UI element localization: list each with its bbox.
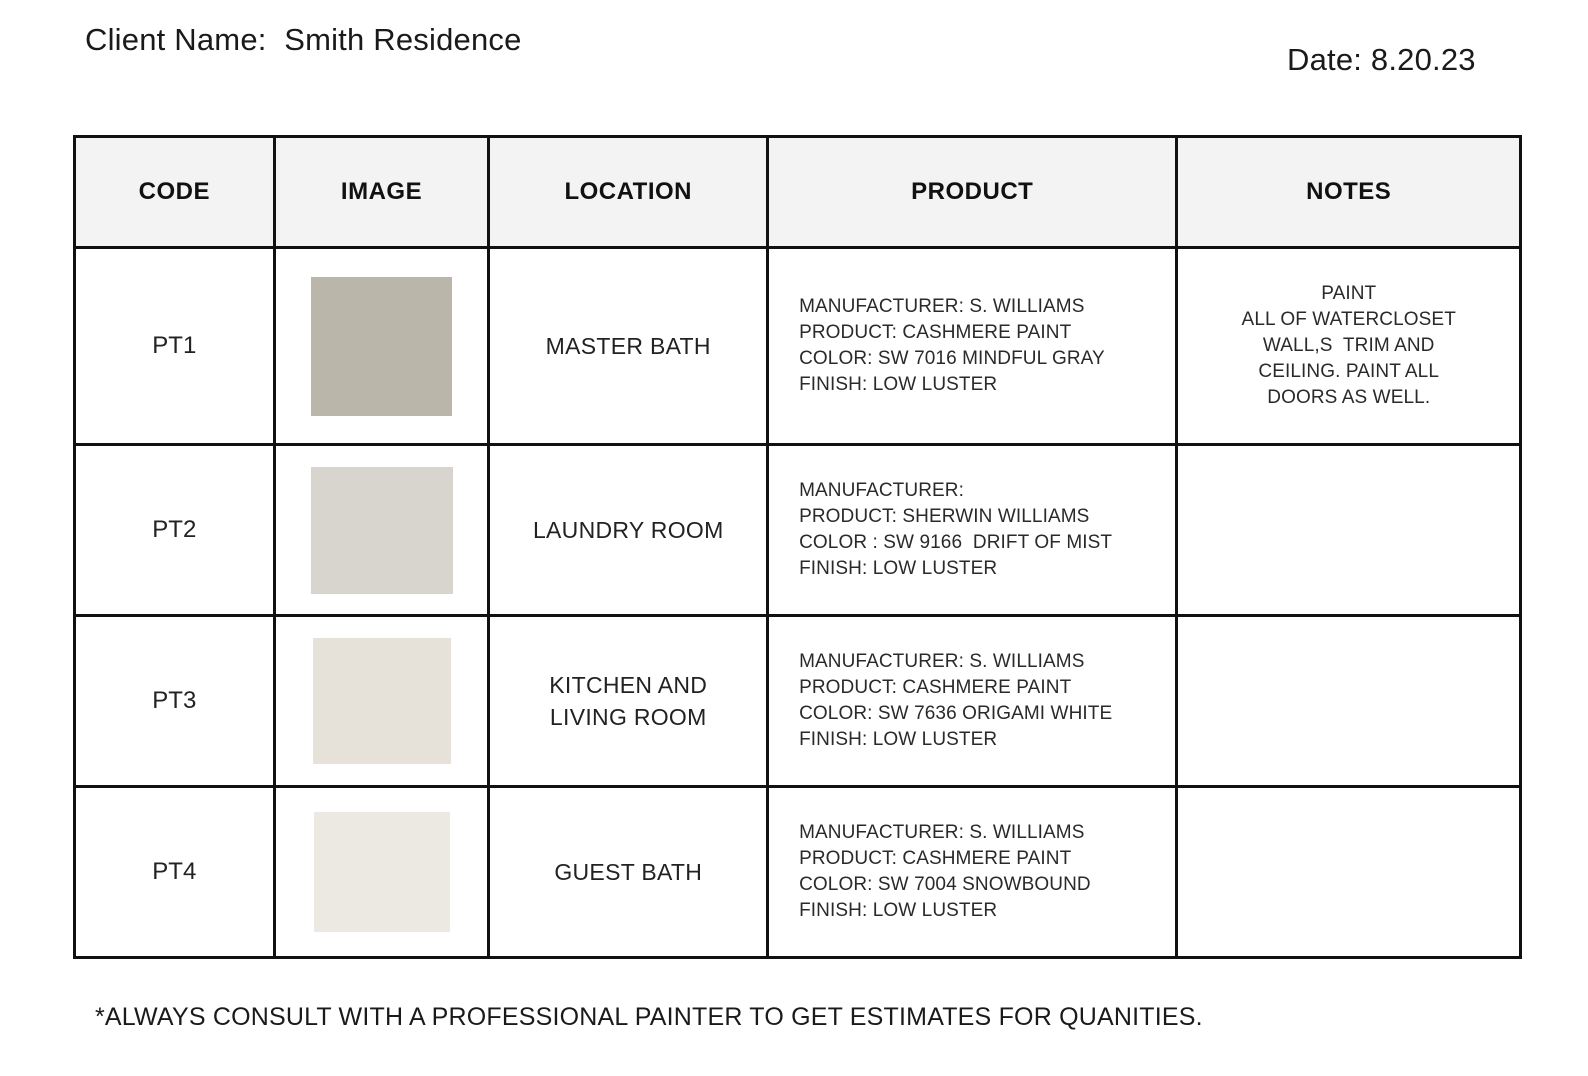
code-cell: PT2 [75, 445, 275, 616]
header-location: LOCATION [489, 137, 768, 248]
notes-line: WALL,S TRIM AND [1262, 335, 1435, 356]
location-cell: GUEST BATH [489, 787, 768, 958]
product-finish: FINISH: LOW LUSTER [799, 729, 998, 750]
product-manufacturer: MANUFACTURER: S. WILLIAMS [799, 822, 1085, 843]
footnote: *ALWAYS CONSULT WITH A PROFESSIONAL PAINTER TO GET ESTIMATES FOR QUANITIES. [95, 1003, 1203, 1031]
notes-line: CEILING. PAINT ALL [1258, 361, 1440, 382]
client-name: Client Name: Smith Residence [85, 22, 522, 57]
product-finish: FINISH: LOW LUSTER [799, 558, 998, 579]
product-cell [768, 248, 1177, 445]
header-code: CODE [75, 137, 275, 248]
header-product: PRODUCT [768, 137, 1177, 248]
notes-line: PAINT [1321, 283, 1377, 304]
document-date: Date: 8.20.23 [1287, 42, 1476, 77]
product-color: COLOR : SW 9166 DRIFT OF MIST [799, 532, 1113, 553]
location-cell: MASTER BATH [489, 248, 768, 445]
product-finish: FINISH: LOW LUSTER [799, 374, 998, 395]
header-notes: NOTES [1177, 137, 1521, 248]
notes-line: DOORS AS WELL. [1267, 387, 1431, 408]
product-cell [768, 445, 1177, 616]
product-color: COLOR: SW 7004 SNOWBOUND [799, 874, 1091, 895]
table-row [75, 787, 1521, 958]
notes-cell [1177, 248, 1521, 445]
notes-line: ALL OF WATERCLOSET [1241, 309, 1456, 330]
color-swatch [311, 277, 452, 416]
product-finish: FINISH: LOW LUSTER [799, 900, 998, 921]
notes-cell [1177, 445, 1521, 616]
paint-schedule-table [73, 135, 1522, 959]
location-cell: KITCHEN AND LIVING ROOM [489, 616, 768, 787]
product-manufacturer: MANUFACTURER: S. WILLIAMS [799, 651, 1085, 672]
color-swatch [311, 467, 453, 594]
product-name: PRODUCT: CASHMERE PAINT [799, 677, 1072, 698]
code-cell: PT1 [75, 248, 275, 445]
code-cell: PT3 [75, 616, 275, 787]
table-header-row [75, 137, 1521, 248]
table-row [75, 248, 1521, 445]
product-name: PRODUCT: CASHMERE PAINT [799, 322, 1072, 343]
product-color: COLOR: SW 7636 ORIGAMI WHITE [799, 703, 1113, 724]
table-row [75, 616, 1521, 787]
product-cell [768, 616, 1177, 787]
image-cell [274, 787, 489, 958]
table-row [75, 445, 1521, 616]
product-cell [768, 787, 1177, 958]
product-name: PRODUCT: SHERWIN WILLIAMS [799, 506, 1090, 527]
notes-cell [1177, 616, 1521, 787]
product-color: COLOR: SW 7016 MINDFUL GRAY [799, 348, 1105, 369]
notes-cell [1177, 787, 1521, 958]
header-image: IMAGE [274, 137, 489, 248]
product-manufacturer: MANUFACTURER: [799, 480, 964, 501]
product-manufacturer: MANUFACTURER: S. WILLIAMS [799, 296, 1085, 317]
code-cell: PT4 [75, 787, 275, 958]
location-cell: LAUNDRY ROOM [489, 445, 768, 616]
image-cell [274, 445, 489, 616]
image-cell [274, 248, 489, 445]
color-swatch [314, 812, 450, 932]
image-cell [274, 616, 489, 787]
color-swatch [313, 638, 451, 764]
product-name: PRODUCT: CASHMERE PAINT [799, 848, 1072, 869]
